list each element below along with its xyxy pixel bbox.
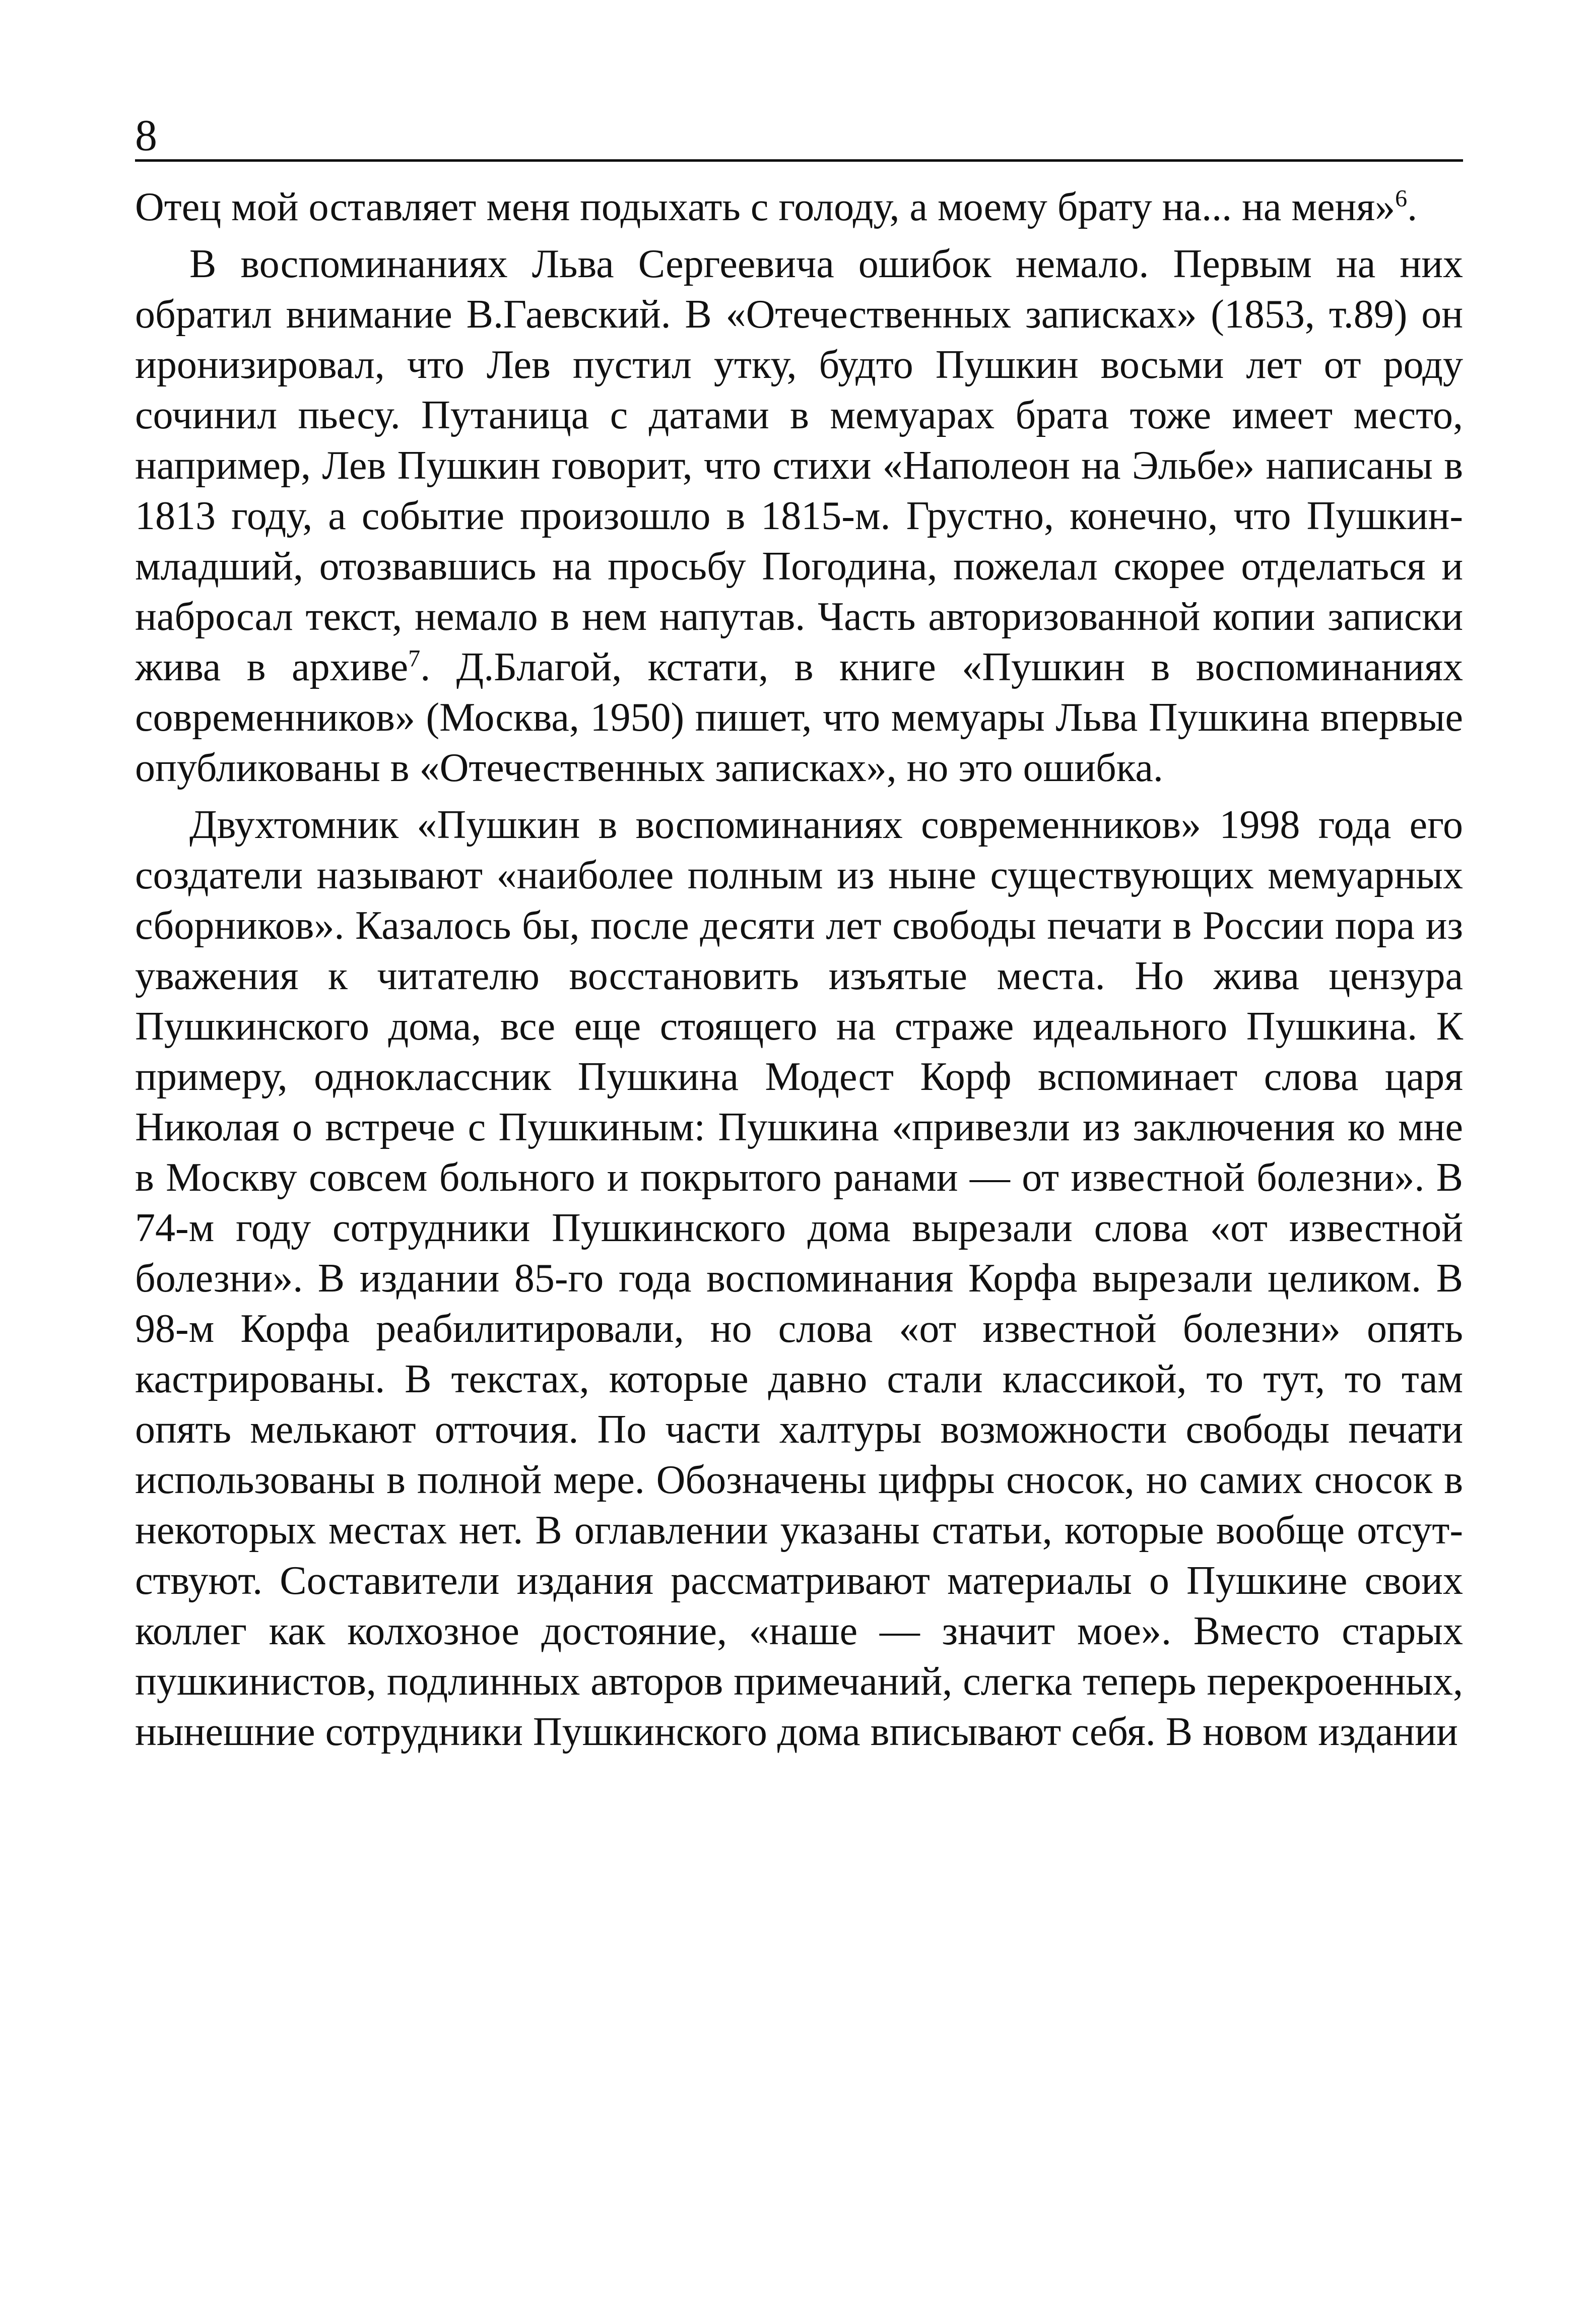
page-number: 8 [135,111,157,160]
paragraph [135,182,1463,232]
book-page [135,101,1463,1764]
body-text [135,182,1463,1757]
text-segment: . [1407,185,1418,229]
text-segment: В воспоминаниях Льва Сергеевича ошибок немало. Первым на них обратил внимание В.Гаевский. В «Отечественных записках» (1853, т.89) он иронизировал, что Лев пустил утку, будто Пушкин восьми лет от роду сочинил пьесу. Путаница с датами в мемуарах брата тоже имеет место, например, Лев Пушкин говорит, что стихи «Наполеон на Эльбе» написаны в 1813 году, а событие произошло в 1815-м. Грустно, конечно, что Пушкин-младший, отозвавшись на просьбу Погодина, пожелал скорее отделаться и набросал текст, немало в нем напутав. Часть авторизованной копии записки жива в архиве [135,242,1463,689]
page-header [135,101,1463,162]
footnote-ref: 7 [408,645,421,672]
text-segment: . Д.Благой, кстати, в книге «Пушкин в воспоминаниях современников» (Москва, 1950) пишет, что мемуары Льва Пушкина впервые опубликованы в «Отечественных записках», но это ошибка. [135,645,1463,790]
footnote-ref: 6 [1395,185,1408,212]
paragraph [135,800,1463,1757]
text-segment: Отец мой оставляет меня подыхать с голоду, а моему брату на... на меня» [135,185,1396,229]
paragraph [135,239,1463,793]
text-segment: Двухтомник «Пушкин в воспоминаниях современников» 1998 года его создатели называют «наиболее полным из ныне существующих мемуарных сборников». Казалось бы, после десяти лет свободы печати в России пора из уважения к читателю восстановить изъятые места. Но жива цензура Пушкинского дома, все еще стоящего на страже идеального Пушкина. К примеру, одноклассник Пушкина Модест Корф вспоминает слова царя Николая о встрече с Пушкиным: Пушкина «привезли из заключения ко мне в Москву совсем больного и покрытого ранами — от известной болезни». В 74-м году сотрудники Пушкинского дома вырезали слова «от известной болезни». В издании 85-го года воспоминания Корфа вырезали целиком. В 98-м Корфа реабилитировали, но слова «от известной болезни» опять кастрированы. В текстах, которые давно стали классикой, то тут, то там опять мелькают отточия. По части халтуры возможности свободы печати использованы в полной мере. Обозначены цифры сносок, но самих сносок в некоторых местах нет. В оглавлении указаны статьи, которые вообще отсутствуют. Составители издания рассматривают материалы о Пушкине своих коллег как колхозное достояние, «наше — значит мое». Вместо старых пушкинистов, подлинных авторов примечаний, слегка теперь перекроенных, нынешние сотрудники Пушкинского дома вписывают себя. В новом издании [135,803,1463,1754]
